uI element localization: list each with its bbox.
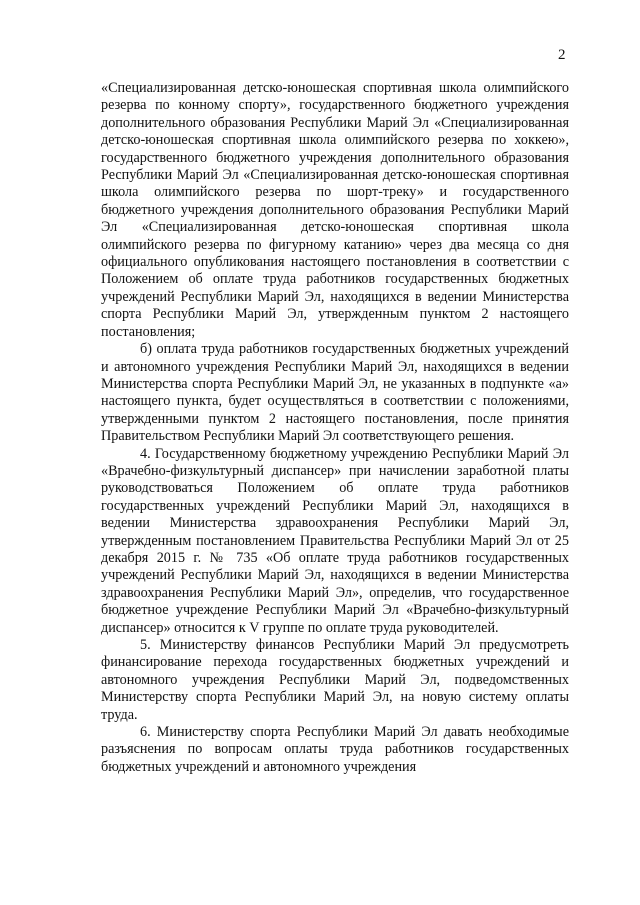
paragraph-item-5: 5. Министерству финансов Республики Марий Эл предусмотреть финансирование перехода государственных бюджетных учреждений и автономного учреждения Республики Марий Эл, подведомственных Министерству спорта Республики Марий Эл, на новую систему оплаты труда. [101,637,569,723]
paragraph-item-6: 6. Министерству спорта Республики Марий Эл давать необходимые разъяснения по вопросам оплаты труда работников государственных бюджетных учреждений и автономного учреждения [101,724,569,775]
paragraph-subpoint-b: б) оплата труда работников государственных бюджетных учреждений и автономного учреждения Республики Марий Эл, находящихся в ведении Министерства спорта Республики Марий Эл, не указанных в подпункте «а» настоящего пункта, будет осуществляться в соответствии с положениями, утвержденными пунктом 2 настоящего постановления, после принятия Правительством Республики Марий Эл соответствующего решения. [101,341,569,445]
paragraph-item-4: 4. Государственному бюджетному учреждению Республики Марий Эл «Врачебно-физкультурный диспансер» при начислении заработной платы руководствоваться Положением об оплате труда работников государственных учреждений Республики Марий Эл, находящихся в ведении Министерства здравоохранения Республики Марий Эл, утвержденным постановлением Правительства Республики Марий Эл от 25 декабря 2015 г. № 735 «Об оплате труда работников государственных учреждений Республики Марий Эл, находящихся в ведении Министерства здравоохранения Республики Марий Эл», определив, что государственное бюджетное учреждение Республики Марий Эл «Врачебно-физкультурный диспансер» относится к V группе по оплате труда руководителей. [101,445,569,636]
paragraph-continuation: «Специализированная детско-юношеская спортивная школа олимпийского резерва по конному спорту», государственного бюджетного учреждения дополнительного образования Республики Марий Эл «Специализированная детско-юношеская спортивная школа олимпийского резерва по хоккею», государственного бюджетного учреждения дополнительного образования Республики Марий Эл «Специализированная детско-юношеская спортивная школа олимпийского резерва по шорт-треку» и государственного бюджетного учреждения дополнительного образования Республики Марий Эл «Специализированная детско-юношеская спортивная школа олимпийского резерва по фигурному катанию» через два месяца со дня официального опубликования настоящего постановления в соответствии с Положением об оплате труда работников государственных бюджетных учреждений Республики Марий Эл, находящихся в ведении Министерства спорта Республики Марий Эл, утвержденным пунктом 2 настоящего постановления; [101,80,569,340]
page-number: 2 [558,47,566,63]
document-body [101,80,569,776]
